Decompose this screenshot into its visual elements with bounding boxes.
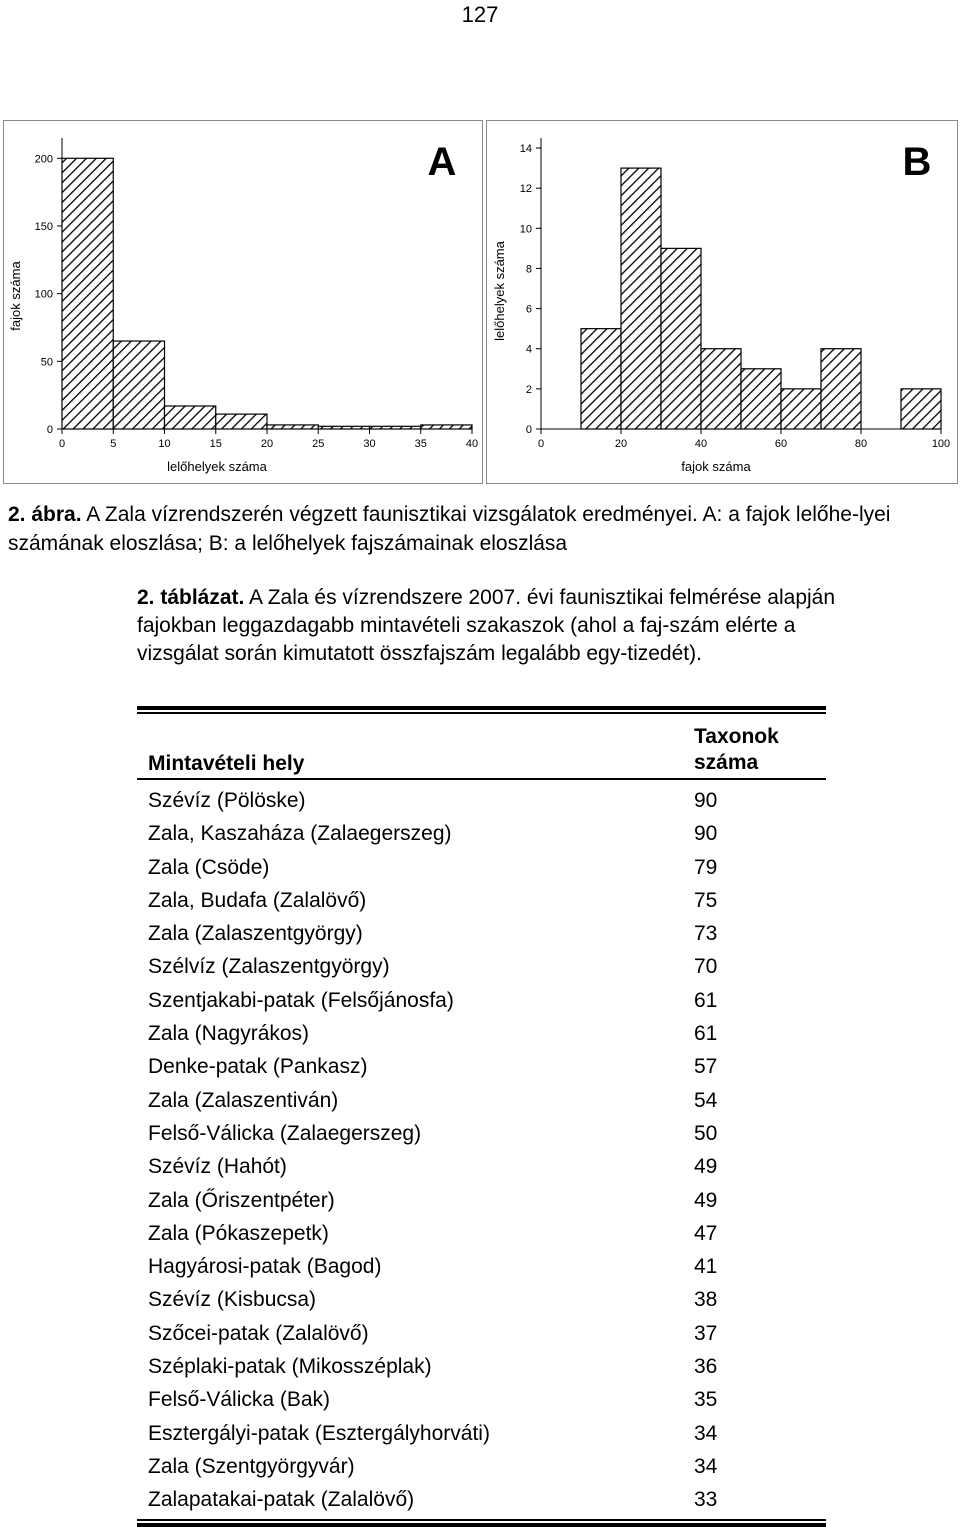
y-tick-label: 12 <box>519 183 532 196</box>
table-caption <box>137 584 837 668</box>
row-place: Denke-patak (Pankasz) <box>148 1055 368 1079</box>
header-taxa-line1: Taxonok <box>694 725 779 748</box>
table-row <box>137 1383 826 1416</box>
row-taxa-count: 73 <box>694 922 718 946</box>
table-row <box>137 1317 826 1350</box>
x-tick-label: 15 <box>209 438 222 450</box>
histogram-b-panel <box>486 120 958 484</box>
table-row <box>137 917 826 950</box>
table-caption-label: 2. táblázat. <box>137 586 245 609</box>
y-tick-label: 6 <box>525 303 532 316</box>
table-row <box>137 1017 826 1050</box>
y-tick-label: 200 <box>34 153 53 166</box>
row-place: Zala (Zalaszentgyörgy) <box>148 922 363 946</box>
table-row <box>137 1450 826 1483</box>
row-place: Szélvíz (Zalaszentgyörgy) <box>148 955 390 979</box>
header-place: Mintavételi hely <box>148 752 305 775</box>
row-place: Zala (Nagyrákos) <box>148 1022 310 1046</box>
table-row <box>137 1150 826 1183</box>
x-tick-label: 0 <box>537 438 545 450</box>
row-place: Szentjakabi-patak (Felsőjánosfa) <box>148 988 454 1012</box>
row-place: Szőcei-patak (Zalalövő) <box>148 1321 369 1345</box>
table-row <box>137 884 826 917</box>
histogram-bar <box>901 389 941 429</box>
x-tick-label: 25 <box>312 438 325 450</box>
table-body <box>137 780 826 1517</box>
table-row <box>137 984 826 1017</box>
x-tick-label: 0 <box>58 438 66 450</box>
histogram-bar <box>821 349 861 429</box>
histogram-bar <box>741 369 781 429</box>
row-taxa-count: 37 <box>694 1321 718 1345</box>
histogram-bar <box>581 329 621 429</box>
row-place: Szévíz (Hahót) <box>148 1155 287 1179</box>
row-taxa-count: 34 <box>694 1421 718 1445</box>
header-taxa-line2: száma <box>694 751 759 774</box>
y-tick-label: 14 <box>519 143 532 156</box>
row-place: Zala (Szentgyörgyvár) <box>148 1454 355 1478</box>
table-row <box>137 1283 826 1316</box>
y-tick-label: 0 <box>46 424 53 436</box>
row-taxa-count: 41 <box>694 1255 718 1279</box>
row-taxa-count: 75 <box>694 888 718 912</box>
row-place: Szévíz (Kisbucsa) <box>148 1288 317 1312</box>
row-place: Zala (Zalaszentiván) <box>148 1088 339 1112</box>
row-taxa-count: 90 <box>694 789 718 812</box>
histogram-a-panel <box>3 120 483 484</box>
row-taxa-count: 49 <box>694 1155 718 1179</box>
table-bottom-rule-thick <box>137 1523 826 1527</box>
histogram-bar <box>113 341 164 429</box>
row-place: Széplaki-patak (Mikosszéplak) <box>148 1355 432 1379</box>
table-row <box>137 851 826 884</box>
row-place: Zala (Csöde) <box>148 855 270 879</box>
row-taxa-count: 61 <box>694 988 718 1012</box>
histogram-bar <box>701 349 741 429</box>
row-taxa-count: 49 <box>694 1188 718 1212</box>
histogram-bar <box>421 425 472 429</box>
histogram-bar <box>267 425 318 429</box>
table-row <box>137 1483 826 1516</box>
y-tick-label: 0 <box>525 424 532 436</box>
row-place: Zala, Kaszaháza (Zalaegerszeg) <box>148 822 452 846</box>
y-tick-label: 2 <box>525 383 532 396</box>
x-tick-label: 40 <box>694 438 708 450</box>
x-tick-label: 5 <box>110 438 117 450</box>
row-taxa-count: 57 <box>694 1055 718 1079</box>
x-axis-label: lelőhelyek száma <box>167 459 267 474</box>
y-tick-label: 4 <box>525 343 532 356</box>
table-row <box>137 784 826 817</box>
figure-caption-label: 2. ábra. <box>8 503 82 526</box>
y-tick-label: 10 <box>519 223 532 236</box>
table-row <box>137 1050 826 1083</box>
row-taxa-count: 61 <box>694 1022 718 1046</box>
x-tick-label: 35 <box>414 438 427 450</box>
row-taxa-count: 36 <box>694 1355 718 1379</box>
table-header <box>137 714 826 780</box>
row-place: Esztergályi-patak (Esztergályhorváti) <box>148 1421 490 1445</box>
table-caption-text: A Zala és vízrendszere 2007. évi faunisztikai felmérése alapján fajokban leggazdagabb mintavételi szakaszok (ahol a faj-szám elérte a vizsgálat során kimutatott összfajszám legalább egy-tizedét). <box>137 586 836 665</box>
table-row <box>137 950 826 983</box>
histogram-bar <box>661 248 701 429</box>
y-tick-label: 100 <box>34 288 53 301</box>
table-row <box>137 1217 826 1250</box>
row-place: Zala (Őriszentpéter) <box>148 1188 335 1212</box>
page-number: 127 <box>461 2 499 27</box>
row-place: Hagyárosi-patak (Bagod) <box>148 1255 382 1279</box>
row-taxa-count: 35 <box>694 1388 718 1412</box>
row-taxa-count: 33 <box>694 1488 718 1512</box>
table-row <box>137 1084 826 1117</box>
header-taxa <box>694 724 779 776</box>
row-place: Felső-Válicka (Zalaegerszeg) <box>148 1121 422 1145</box>
figure-caption-text: A Zala vízrendszerén végzett faunisztikai vizsgálatok eredményei. A: a fajok lelőhe-lyei számának eloszlása; B: a lelőhelyek fajszámainak eloszlása <box>8 503 891 555</box>
x-tick-label: 10 <box>158 438 171 450</box>
figure-2 <box>3 120 958 484</box>
row-taxa-count: 50 <box>694 1121 718 1145</box>
x-tick-label: 100 <box>931 438 951 450</box>
row-place: Szévíz (Pölöske) <box>148 789 306 812</box>
x-tick-label: 80 <box>854 438 868 450</box>
y-axis-label: fajok száma <box>8 261 23 331</box>
row-place: Zala, Budafa (Zalalövő) <box>148 888 367 912</box>
row-place: Felső-Válicka (Bak) <box>148 1388 331 1412</box>
row-taxa-count: 34 <box>694 1454 718 1478</box>
row-taxa-count: 47 <box>694 1221 718 1245</box>
panel-label: A <box>427 140 457 184</box>
histogram-bar <box>216 414 267 429</box>
row-taxa-count: 54 <box>694 1088 718 1112</box>
y-tick-label: 150 <box>34 220 53 233</box>
histogram-b <box>487 121 957 483</box>
histogram-bar <box>165 406 216 429</box>
table-row <box>137 1117 826 1150</box>
x-axis-label: fajok száma <box>681 459 751 474</box>
histogram-bar <box>781 389 821 429</box>
row-place: Zalapatakai-patak (Zalalövő) <box>148 1488 415 1512</box>
y-tick-label: 50 <box>40 356 53 369</box>
x-tick-label: 60 <box>774 438 788 450</box>
y-tick-label: 8 <box>525 263 532 276</box>
y-axis-label: lelőhelyek száma <box>492 241 507 341</box>
histogram-bar <box>62 158 113 429</box>
row-taxa-count: 90 <box>694 822 718 846</box>
table-row <box>137 817 826 850</box>
histogram-a <box>4 121 482 483</box>
taxa-table <box>137 706 826 1527</box>
row-taxa-count: 79 <box>694 855 718 879</box>
table-row <box>137 1250 826 1283</box>
x-tick-label: 40 <box>465 438 479 450</box>
table-row <box>137 1350 826 1383</box>
table-row <box>137 1417 826 1450</box>
x-tick-label: 20 <box>260 438 274 450</box>
table-row <box>137 1184 826 1217</box>
figure-caption <box>8 500 953 558</box>
row-place: Zala (Pókaszepetk) <box>148 1221 329 1245</box>
row-taxa-count: 70 <box>694 955 718 979</box>
x-tick-label: 30 <box>363 438 376 450</box>
histogram-bar <box>621 168 661 429</box>
x-tick-label: 20 <box>614 438 628 450</box>
row-taxa-count: 38 <box>694 1288 718 1312</box>
panel-label: B <box>902 140 932 184</box>
